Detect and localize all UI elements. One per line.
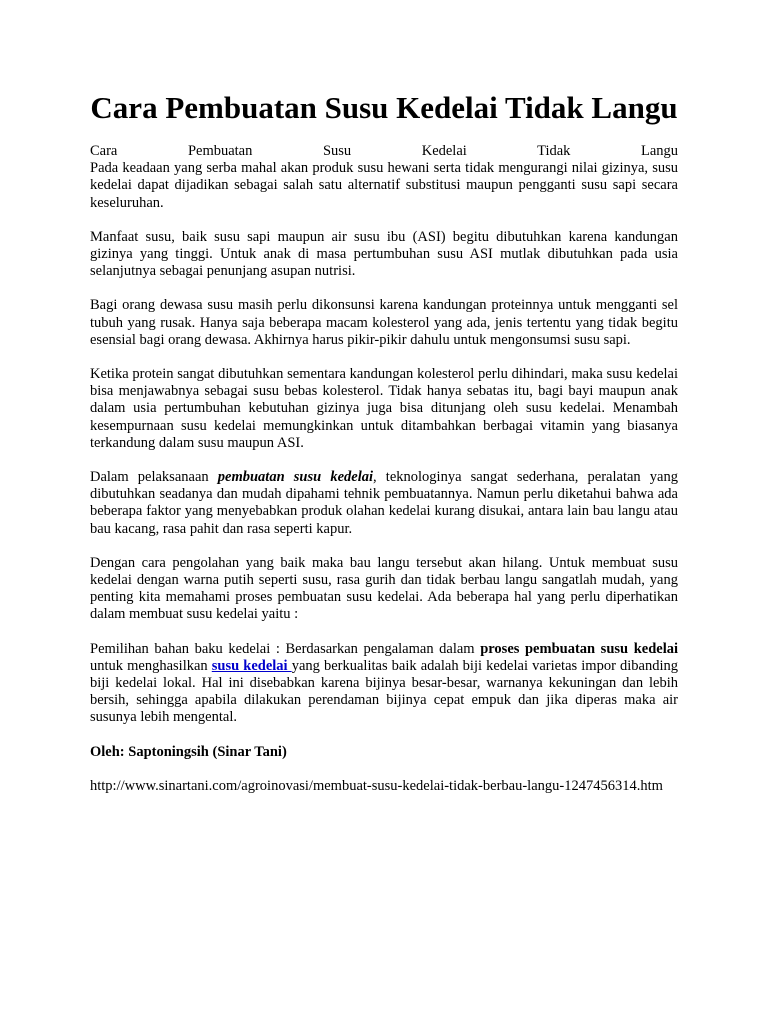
susu-kedelai-link[interactable]: susu kedelai (211, 657, 292, 674)
subtitle-word: Cara (90, 143, 118, 159)
author-text: Oleh: Saptoningsih (Sinar Tani) (90, 743, 287, 760)
paragraph-5-rest: , teknologinya sangat sederhana, peralatan yang dibutuhkan seadanya dan mudah dipahami tehnik pembuatannya. Namun perlu diketahui bahwa ada beberapa faktor yang menyebabkan produk olahan kedelai kurang disukai, antara lain bau langu atau bau kacang, rasa pahit dan rasa seperti kapur. (90, 469, 678, 537)
subtitle-word: Susu (322, 143, 352, 159)
subtitle-word: Pembuatan (187, 143, 253, 159)
paragraph-5 (90, 469, 678, 538)
subtitle-word: Langu (640, 143, 679, 159)
paragraph-7-rest: yang berkualitas baik adalah biji kedelai varietas impor dibanding biji kedelai lokal. Hal ini disebabkan karena bijinya besar-besar, warnanya kekuningan dan lebih bersih, sehingga apabila dilakukan perendaman bijinya cepat empuk dan jika diperas maka air susunya lebih mengental. (90, 657, 678, 726)
paragraph-1: Pada keadaan yang serba mahal akan produk susu hewani serta tidak mengurangi nilai gizinya, susu kedelai dapat dijadikan sebagai salah satu alternatif substitusi maupun pengganti susu sapi secara keseluruhan. (90, 160, 678, 211)
source-url: http://www.sinartani.com/agroinovasi/membuat-susu-kedelai-tidak-berbau-langu-1247456314.htm (90, 777, 663, 794)
paragraph-7-start: Pemilihan bahan baku kedelai : Berdasarkan pengalaman dalam (90, 640, 481, 657)
paragraph-5-start: Dalam pelaksanaan (90, 469, 218, 486)
subtitle-word: Kedelai (421, 143, 467, 159)
document-title: Cara Pembuatan Susu Kedelai Tidak Langu (90, 90, 678, 125)
subtitle-line (90, 143, 678, 160)
paragraph-6: Dengan cara pengolahan yang baik maka bau langu tersebut akan hilang. Untuk membuat susu kedelai dengan warna putih seperti susu, rasa gurih dan tidak berbau langu sangatlah mudah, yang penting kita memahami proses pembuatan susu kedelai. Ada beberapa hal yang perlu diperhatikan dalam membuat susu kedelai yaitu : (90, 554, 678, 623)
emphasis-pembuatan: pembuatan susu kedelai (217, 469, 374, 486)
intro-paragraph (90, 143, 678, 212)
document-body (90, 143, 678, 812)
paragraph-7 (90, 641, 678, 727)
paragraph-7-mid: untuk menghasilkan (90, 657, 212, 674)
subtitle-word: Tidak (537, 143, 571, 159)
author-line (90, 744, 678, 761)
paragraph-2: Manfaat susu, baik susu sapi maupun air susu ibu (ASI) begitu dibutuhkan karena kandungan gizinya yang tinggi. Untuk anak di masa pertumbuhan susu ASI mutlak dibutuhkan pada usia selanjutnya sebagai penunjang asupan nutrisi. (90, 228, 678, 280)
paragraph-4: Ketika protein sangat dibutuhkan sementara kandungan kolesterol perlu dihindari, maka susu kedelai bisa menjawabnya sebagai susu bebas kolesterol. Tidak hanya sebatas itu, bagi bayi maupun anak dalam usia pertumbuhan kebutuhan gizinya juga bisa ditunjang oleh susu kedelai. Menambah kesempurnaan susu kedelai memungkinkan untuk ditambahkan berbagai vitamin yang biasanya terkandung dalam susu maupun ASI. (90, 366, 678, 451)
bold-proses: proses pembuatan susu kedelai (480, 640, 678, 657)
paragraph-3: Bagi orang dewasa susu masih perlu dikonsunsi karena kandungan proteinnya untuk mengganti sel tubuh yang rusak. Hanya saja beberapa macam kolesterol yang ada, jenis tertentu yang tidak begitu esensial bagi orang dewasa. Akhirnya harus pikir-pikir dahulu untuk mengonsumsi susu sapi. (90, 297, 678, 348)
